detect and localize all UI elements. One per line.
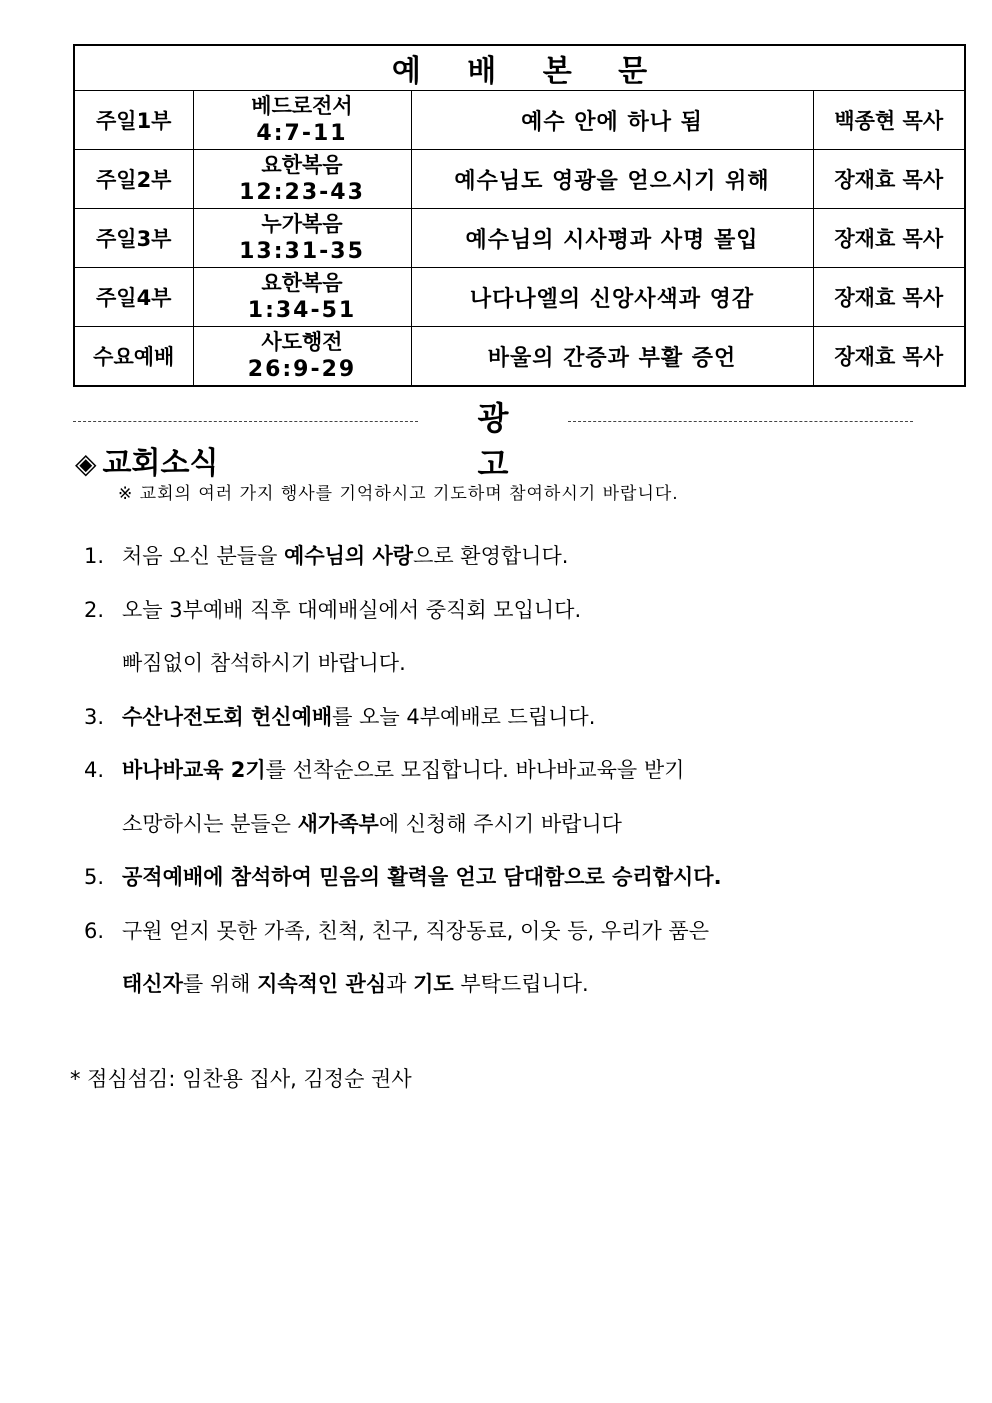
scripture-book: 요한복음: [261, 271, 343, 295]
dashed-divider: [568, 421, 913, 422]
list-item-continuation: [84, 637, 904, 691]
scripture: [193, 268, 411, 327]
item-emphasis: 수산나전도회 헌신예배: [122, 704, 333, 729]
item-text: 으로 환영합니다.: [413, 544, 569, 568]
sermon-title: 예수님의 시사평과 사명 몰입: [411, 209, 813, 268]
table-row: [74, 150, 965, 209]
list-item: [84, 530, 904, 584]
list-item-continuation: [84, 798, 904, 852]
item-text: 소망하시는 분들은: [122, 811, 298, 836]
item-text: 를 선착순으로 모집합니다. 바나바교육을 받기: [265, 758, 685, 782]
preacher: 백종현 목사: [813, 91, 965, 150]
list-item: [84, 905, 904, 959]
item-emphasis: 기도: [413, 972, 454, 996]
item-emphasis: 바나바교육 2기: [122, 758, 266, 782]
worship-scripture-table: [73, 44, 966, 387]
item-emphasis: 예수님의 사랑: [284, 544, 414, 568]
list-item: [84, 851, 904, 905]
service-name: 주일3부: [74, 209, 193, 268]
list-item-continuation: [84, 958, 904, 1012]
sermon-title: 예수 안에 하나 됨: [411, 91, 813, 150]
sermon-title: 나다나엘의 신앙사색과 영감: [411, 268, 813, 327]
scripture-book: 누가복음: [261, 212, 343, 236]
table-row: [74, 209, 965, 268]
scripture: [193, 150, 411, 209]
table-row: [74, 327, 965, 387]
item-text: 구원 얻지 못한 가족, 친척, 친구, 직장동료, 이웃 등, 우리가 품은: [122, 918, 709, 943]
scripture: [193, 91, 411, 150]
preacher: 장재효 목사: [813, 209, 965, 268]
item-text: 에 신청해 주시기 바랍니다: [378, 811, 622, 836]
sermon-title: 바울의 간증과 부활 증언: [411, 327, 813, 387]
table-title: 예 배 본 문: [74, 45, 965, 91]
item-text: 부탁드립니다.: [453, 972, 589, 996]
service-name: 주일4부: [74, 268, 193, 327]
item-number: 1.: [84, 544, 105, 568]
announcement-list: [84, 530, 904, 1012]
item-text: 오늘 3부예배 직후 대예배실에서 중직회 모입니다.: [122, 597, 582, 622]
item-text: 를 위해: [182, 972, 258, 996]
scripture-book: 베드로전서: [251, 94, 353, 118]
service-name: 수요예배: [74, 327, 193, 387]
sermon-title: 예수님도 영광을 얻으시기 위해: [411, 150, 813, 209]
service-name: 주일2부: [74, 150, 193, 209]
lunch-service-note: * 점심섬김: 임찬용 집사, 김정순 권사: [70, 1067, 412, 1091]
item-number: 3.: [84, 704, 105, 729]
preacher: 장재효 목사: [813, 150, 965, 209]
preacher: 장재효 목사: [813, 268, 965, 327]
item-number: 6.: [84, 918, 105, 943]
item-text: 빠짐없이 참석하시기 바랍니다.: [122, 651, 406, 675]
item-emphasis: 태신자: [122, 972, 183, 996]
table-row: [74, 268, 965, 327]
scripture-ref: 12:23-43: [239, 180, 365, 205]
scripture-book: 사도행전: [261, 330, 343, 354]
list-item: [84, 744, 904, 798]
church-news-heading: [75, 438, 218, 482]
church-news-title: 교회소식: [102, 446, 219, 481]
scripture-book: 요한복음: [261, 153, 343, 177]
scripture-ref: 13:31-35: [239, 239, 365, 264]
scripture: [193, 209, 411, 268]
list-item: [84, 691, 904, 745]
item-text: 처음 오신 분들을: [122, 544, 285, 568]
item-text: 과: [386, 972, 414, 996]
table-row: [74, 91, 965, 150]
service-name: 주일1부: [74, 91, 193, 150]
church-news-note: ※ 교회의 여러 가지 행사를 기억하시고 기도하며 참여하시기 바랍니다.: [118, 484, 679, 504]
scripture: [193, 327, 411, 387]
dashed-divider: [73, 421, 418, 422]
item-number: 2.: [84, 597, 105, 622]
scripture-ref: 4:7-11: [256, 121, 348, 146]
announcements-title: 광 고: [477, 399, 539, 483]
item-text: 를 오늘 4부예배로 드립니다.: [332, 704, 596, 729]
scripture-ref: 26:9-29: [247, 357, 357, 382]
list-item: [84, 584, 904, 638]
item-number: 4.: [84, 758, 105, 782]
scripture-ref: 1:34-51: [247, 298, 357, 323]
item-number: 5.: [84, 865, 105, 889]
item-emphasis: 공적예배에 참석하여 믿음의 활력을 얻고 담대함으로 승리합시다.: [122, 865, 722, 889]
item-emphasis: 새가족부: [297, 811, 379, 836]
preacher: 장재효 목사: [813, 327, 965, 387]
item-emphasis: 지속적인 관심: [257, 972, 387, 996]
diamond-icon: ◈: [75, 447, 97, 480]
